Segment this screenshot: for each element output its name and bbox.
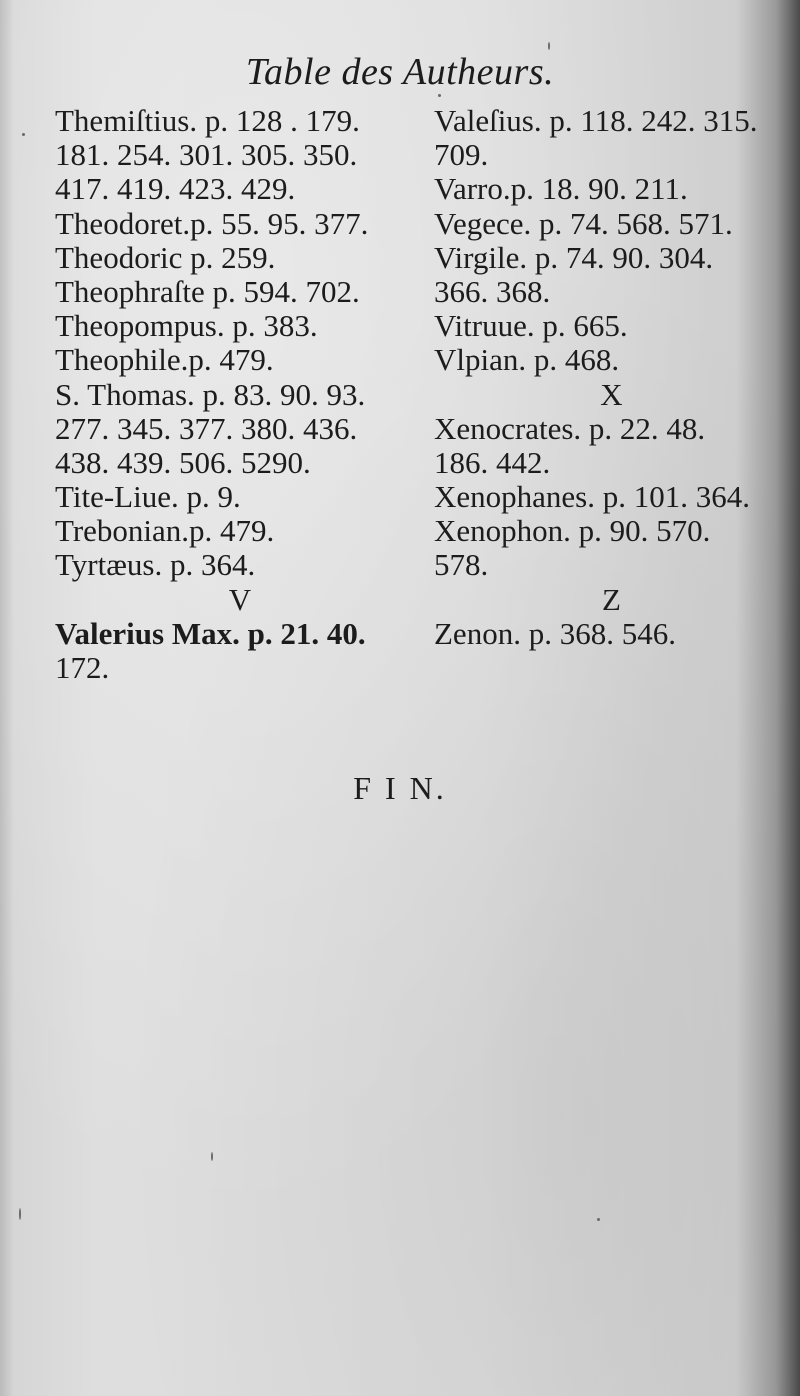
entry-vlpian: Vlpian. p. 468. xyxy=(434,342,620,378)
entry-continuation: 578. xyxy=(434,547,489,583)
entry-continuation: 438. 439. 506. 5290. xyxy=(55,444,311,480)
entry-theopompus: Theopompus. p. 383. xyxy=(55,308,318,344)
entry-vitruue: Vitruue. p. 665. xyxy=(434,308,628,344)
paper-speck xyxy=(597,1218,600,1221)
entry-continuation: 417. 419. 423. 429. xyxy=(55,171,296,207)
entry-zenon: Zenon. p. 368. 546. xyxy=(434,615,676,651)
section-letter-z: Z xyxy=(602,581,621,617)
entry-theophraste: Theophraſte p. 594. 702. xyxy=(55,273,360,309)
entry-continuation: 366. 368. xyxy=(434,273,551,309)
paper-speck xyxy=(438,94,441,97)
entry-continuation: 277. 345. 377. 380. 436. xyxy=(55,410,358,446)
entry-theodoret: Theodoret.p. 55. 95. 377. xyxy=(55,205,369,241)
entry-continuation: 181. 254. 301. 305. 350. xyxy=(55,137,358,173)
entry-virgile: Virgile. p. 74. 90. 304. xyxy=(434,239,714,275)
entry-varro: Varro.p. 18. 90. 211. xyxy=(434,171,688,207)
fin-marker: F I N. xyxy=(353,770,447,806)
section-letter-v: V xyxy=(228,581,252,617)
entry-continuation: 186. 442. xyxy=(434,444,551,480)
page-edge-shadow xyxy=(0,0,14,1396)
paper-speck xyxy=(548,42,550,50)
entry-valesius: Valeſius. p. 118. 242. 315. xyxy=(434,103,758,138)
entry-continuation: 709. xyxy=(434,137,489,173)
entry-tyrtaeus: Tyrtæus. p. 364. xyxy=(55,547,256,583)
entry-trebonian: Trebonian.p. 479. xyxy=(55,513,275,549)
paper-speck xyxy=(19,1208,21,1220)
entry-xenophanes: Xenophanes. p. 101. 364. xyxy=(434,479,750,515)
entry-s-thomas: S. Thomas. p. 83. 90. 93. xyxy=(55,376,366,412)
section-letter-x: X xyxy=(600,376,623,412)
page-title: Table des Autheurs. xyxy=(245,51,555,93)
right-column xyxy=(434,104,789,651)
left-column xyxy=(55,104,415,685)
entry-theodoric: Theodoric p. 259. xyxy=(55,239,276,275)
paper-speck xyxy=(211,1152,213,1161)
entry-xenophon: Xenophon. p. 90. 570. xyxy=(434,513,711,549)
entry-themistius: Themiſtius. p. 128 . 179. xyxy=(55,103,360,138)
entry-theophile: Theophile.p. 479. xyxy=(55,342,274,378)
paper-speck xyxy=(22,133,25,136)
entry-valerius-max: Valerius Max. p. 21. 40. xyxy=(55,615,366,651)
entry-vegece: Vegece. p. 74. 568. 571. xyxy=(434,205,733,241)
entry-xenocrates: Xenocrates. p. 22. 48. xyxy=(434,410,706,446)
entry-tite-liue: Tite-Liue. p. 9. xyxy=(55,479,241,515)
entry-continuation: 172. xyxy=(55,650,110,685)
